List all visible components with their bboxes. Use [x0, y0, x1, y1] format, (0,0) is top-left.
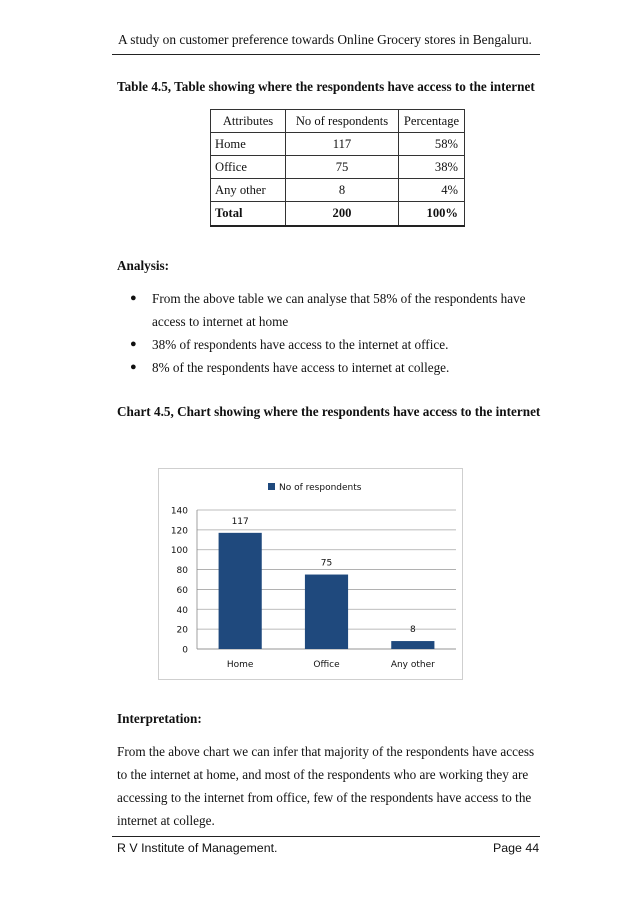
- table-cell: Office: [211, 156, 286, 179]
- y-tick-label: 40: [176, 605, 188, 616]
- bar: [391, 641, 434, 649]
- table-total-row: [211, 202, 465, 227]
- y-tick-label: 20: [176, 625, 188, 636]
- y-tick-label: 100: [170, 546, 188, 557]
- table-cell: Home: [211, 133, 286, 156]
- list-item-text: From the above table we can analyse that 58% of the respondents have access to internet at home: [152, 291, 526, 329]
- table-row: [211, 179, 465, 202]
- list-item: [126, 333, 556, 356]
- table-cell: Any other: [211, 179, 286, 202]
- footer-institute: R V Institute of Management.: [117, 841, 278, 855]
- interpretation-text: From the above chart we can infer that majority of the respondents have access to the internet at home, and most of the respondents who are working they are accessing to the internet from office, few of the respondents have access to the internet at college.: [117, 744, 535, 828]
- bullet-icon: ●: [130, 338, 137, 350]
- bullet-icon: ●: [130, 361, 137, 373]
- table-caption: Table 4.5, Table showing where the respondents have access to the internet: [117, 79, 535, 94]
- y-tick-label: 120: [170, 526, 188, 537]
- table-cell: 4%: [399, 179, 465, 202]
- y-tick-label: 60: [176, 585, 188, 596]
- data-label: 75: [320, 558, 333, 569]
- list-item: [126, 287, 556, 333]
- access-table: [210, 109, 465, 227]
- table-header-cell: Percentage: [399, 110, 465, 133]
- table-total-cell: 200: [286, 202, 399, 227]
- y-tick-label: 80: [176, 566, 188, 577]
- chart-caption: Chart 4.5, Chart showing where the respondents have access to the internet: [117, 404, 541, 419]
- page-header: A study on customer preference towards Online Grocery stores in Bengaluru.: [118, 32, 532, 47]
- table-cell: 75: [286, 156, 399, 179]
- bar-chart: [158, 468, 463, 680]
- table-row: [211, 156, 465, 179]
- bar: [219, 533, 262, 649]
- table-total-cell: 100%: [399, 202, 465, 227]
- footer-divider: [112, 836, 540, 837]
- y-tick-label: 0: [182, 645, 188, 656]
- x-tick-label: Home: [226, 660, 254, 670]
- legend-label: No of respondents: [279, 483, 362, 493]
- table-header-cell: Attributes: [211, 110, 286, 133]
- list-item-text: 38% of respondents have access to the internet at office.: [152, 337, 449, 352]
- table-cell: 8: [286, 179, 399, 202]
- interpretation-heading: Interpretation:: [117, 711, 202, 726]
- data-label: 8: [409, 625, 416, 636]
- table-header-cell: No of respondents: [286, 110, 399, 133]
- bar: [305, 575, 348, 649]
- header-divider: [112, 54, 540, 55]
- list-item: [126, 356, 556, 379]
- page-number: Page 44: [493, 841, 540, 855]
- bullet-icon: ●: [130, 292, 137, 304]
- analysis-list: [126, 287, 556, 379]
- x-tick-label: Any other: [390, 660, 435, 670]
- x-tick-label: Office: [313, 660, 340, 670]
- table-total-cell: Total: [211, 202, 286, 227]
- data-label: 117: [231, 516, 249, 527]
- table-cell: 38%: [399, 156, 465, 179]
- y-tick-label: 140: [170, 506, 188, 517]
- table-cell: 58%: [399, 133, 465, 156]
- chart-svg: [159, 469, 462, 679]
- table-cell: 117: [286, 133, 399, 156]
- table-row: [211, 133, 465, 156]
- analysis-heading: Analysis:: [117, 258, 170, 273]
- list-item-text: 8% of the respondents have access to internet at college.: [152, 360, 450, 375]
- table-header-row: [211, 110, 465, 133]
- legend-swatch: [268, 483, 275, 490]
